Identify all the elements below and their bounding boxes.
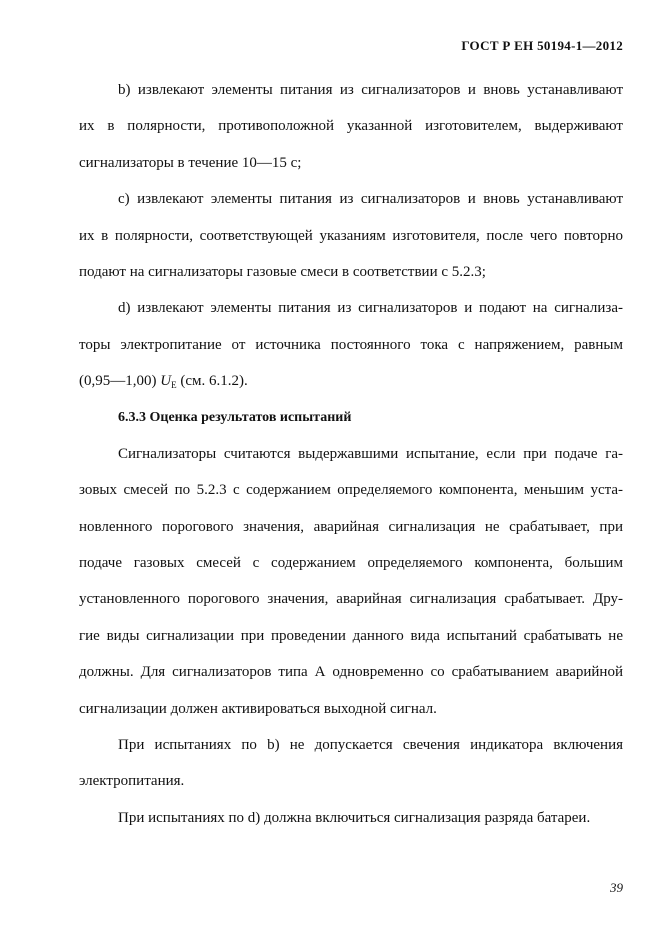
paragraph-line: их в полярности, противоположной указанной изготовителем, выдерживают (79, 118, 623, 135)
paragraph-line: должны. Для сигнализаторов типа А одновременно со срабатыванием аварийной (79, 664, 623, 681)
paragraph-line: зовых смесей по 5.2.3 с содержанием определяемого компонента, меньшим уста- (79, 482, 623, 499)
paragraph-line: подаче газовых смесей с содержанием определяемого компонента, большим (79, 555, 623, 572)
reference-text: (см. 6.1.2). (180, 373, 248, 390)
document-body (79, 72, 623, 836)
paragraph-line: сигнализаторы в течение 10—15 с; (79, 154, 302, 171)
symbol-base: U (160, 373, 172, 390)
symbol-subscript: E (171, 380, 177, 391)
paragraph-line: сигнализации должен активироваться выходной сигнал. (79, 700, 437, 717)
paragraph-line: их в полярности, соответствующей указаниям изготовителя, после чего повторно (79, 227, 623, 244)
paragraph-line: гие виды сигнализации при проведении данного вида испытаний срабатывать не (79, 627, 623, 644)
paragraph-line: с) извлекают элементы питания из сигнализаторов и вновь устанавливают (118, 191, 623, 208)
section-heading: 6.3.3 Оценка результатов испытаний (118, 409, 352, 425)
paragraph-line: установленного порогового значения, аварийная сигнализация срабатывает. Дру- (79, 591, 623, 608)
page-number: 39 (610, 880, 623, 895)
paragraph-line: Сигнализаторы считаются выдержавшими испытание, если при подаче га- (118, 445, 623, 462)
paragraph-line: d) извлекают элементы питания из сигнализаторов и подают на сигнализа- (118, 300, 623, 317)
voltage-range: (0,95—1,00) (79, 373, 157, 390)
paragraph-line: торы электропитание от источника постоянного тока с напряжением, равным (79, 336, 623, 353)
paragraph-line: При испытаниях по b) не допускается свечения индикатора включения (118, 737, 623, 754)
paragraph-line (79, 363, 623, 399)
voltage-symbol (160, 373, 176, 389)
document-header: ГОСТ Р ЕН 50194-1—2012 (461, 38, 623, 53)
paragraph-line: подают на сигнализаторы газовые смеси в соответствии с 5.2.3; (79, 263, 486, 280)
paragraph-line: электропитания. (79, 773, 185, 790)
paragraph-line: При испытаниях по d) должна включиться сигнализация разряда батареи. (118, 809, 591, 826)
paragraph-line: b) извлекают элементы питания из сигнализаторов и вновь устанавливают (118, 82, 623, 98)
paragraph-line: новленного порогового значения, аварийная сигнализация не срабатывает, при (79, 518, 623, 535)
